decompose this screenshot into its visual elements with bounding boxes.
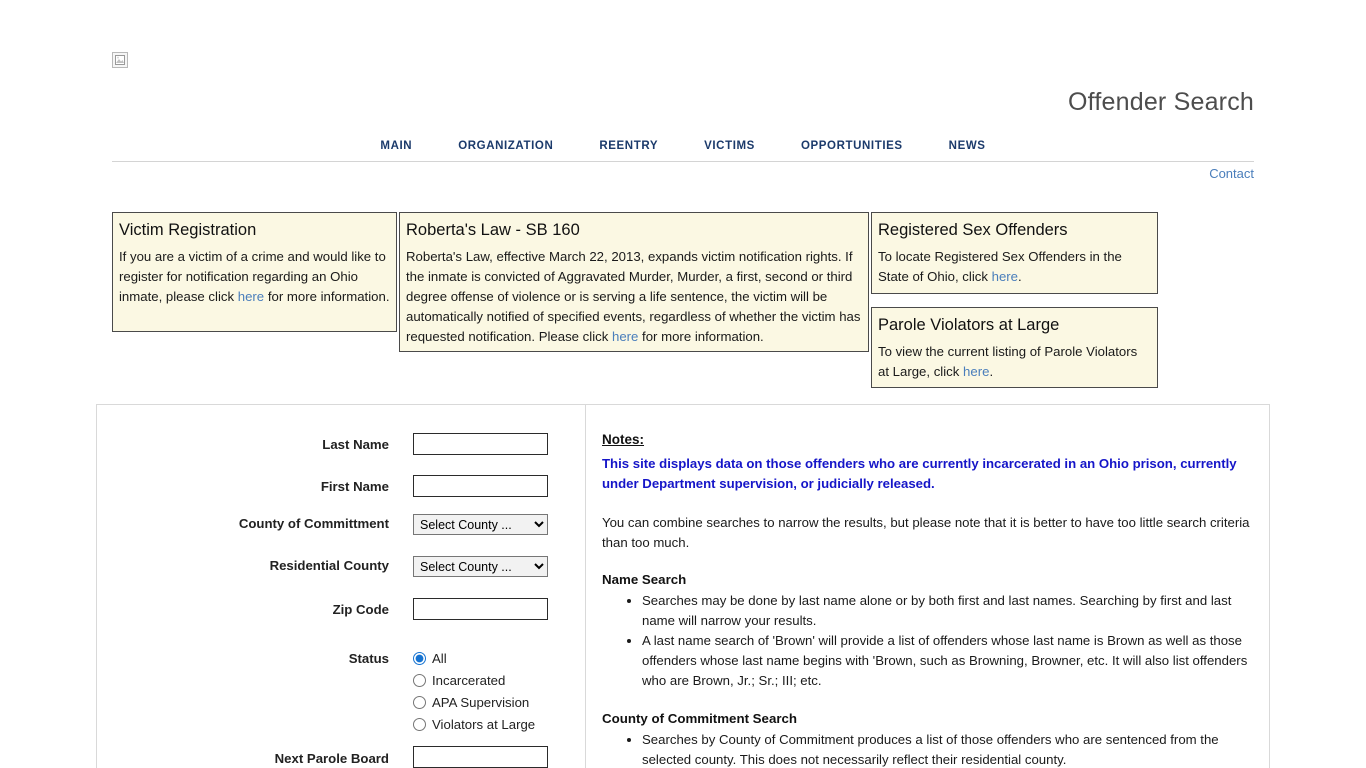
status-label: Status: [348, 651, 389, 666]
form-row-status: [97, 647, 585, 743]
nav-divider: [112, 161, 1254, 162]
status-label-incarcerated[interactable]: Incarcerated: [432, 672, 506, 688]
status-radio-all[interactable]: [413, 652, 426, 665]
notice-parole-violators-body: [878, 342, 1151, 382]
victim-registration-here-link[interactable]: here: [237, 289, 265, 305]
notes-section: [602, 432, 1254, 768]
notice-roberta-text-before: Roberta's Law, effective March 22, 2013, expands victim notification rights. If the inmate is convicted of Aggravated Murder, Murder, a first, second or third degree offense of violence or is serving a life sentence, the victim will be automatically notified of specified events, regardless of whether the victim has requested notification. Please click: [406, 249, 861, 345]
notice-robertas-law-body: [406, 247, 862, 347]
next-parole-board-label: Next Parole Board: [274, 751, 389, 766]
status-label-apa-supervision[interactable]: APA Supervision: [432, 694, 530, 710]
status-radio-incarcerated[interactable]: [413, 674, 426, 687]
notice-victim-registration: [112, 212, 397, 332]
last-name-label: Last Name: [322, 437, 389, 452]
zip-code-label: Zip Code: [332, 602, 389, 617]
notice-victim-text-after: for more information.: [264, 289, 390, 305]
notes-title: Notes:: [602, 432, 645, 447]
notes-paragraph: You can combine searches to narrow the results, but please note that it is better to have too little search criteria than too much.: [602, 515, 1250, 550]
county-of-committment-select[interactable]: [413, 514, 548, 535]
notes-heading-name-search: Name Search: [602, 572, 687, 587]
list-item: • A last name search of 'Brown' will provide a list of offenders whose last name is Brown as well as those offenders whose last name begins with 'Brown, such as Browning, Browner, etc. It will also list offenders who are Brown, Jr.; Sr.; III; etc.: [642, 631, 1254, 691]
status-option-incarcerated[interactable]: [413, 669, 535, 691]
notice-registered-sex-offenders-title: Registered Sex Offenders: [878, 221, 1068, 239]
logo-broken-image-icon: [112, 52, 128, 68]
notice-registered-sex-offenders-body: [878, 247, 1151, 287]
primary-nav: [112, 130, 1254, 162]
registered-sex-offenders-here-link[interactable]: here: [991, 269, 1019, 285]
form-row-county-of-committment: [97, 511, 585, 553]
last-name-input[interactable]: [413, 433, 548, 455]
notice-rso-text-after: .: [1018, 269, 1022, 285]
notice-victim-text-before: If you are a victim of a crime and would like to register for notification regarding an Ohio inmate, please click: [119, 249, 386, 305]
status-option-apa-supervision[interactable]: [413, 691, 535, 713]
nav-item-news[interactable]: NEWS: [948, 140, 986, 152]
notice-parole-violators: [871, 307, 1158, 388]
notice-robertas-law: [399, 212, 869, 352]
notice-victim-registration-body: [119, 247, 390, 307]
status-radio-violators-at-large[interactable]: [413, 718, 426, 731]
page-title: Offender Search: [1068, 88, 1254, 116]
status-label-all[interactable]: All: [432, 650, 447, 666]
zip-code-input[interactable]: [413, 598, 548, 620]
status-radio-group: [413, 647, 535, 735]
residential-county-select[interactable]: [413, 556, 548, 577]
parole-violators-here-link[interactable]: here: [963, 364, 990, 380]
panel-divider: [585, 405, 586, 768]
notice-rso-text-before: To locate Registered Sex Offenders in the State of Ohio, click: [878, 249, 1122, 285]
notice-parole-text-before: To view the current listing of Parole Violators at Large, click: [878, 344, 1138, 380]
nav-item-main[interactable]: MAIN: [380, 140, 413, 152]
notes-heading-county-search: County of Commitment Search: [602, 711, 798, 726]
status-radio-apa-supervision[interactable]: [413, 696, 426, 709]
county-of-committment-label: County of Committment: [238, 516, 389, 531]
nav-item-victims[interactable]: VICTIMS: [704, 140, 755, 152]
form-row-residential-county: [97, 553, 585, 595]
form-row-last-name: [97, 433, 585, 475]
status-option-violators-at-large[interactable]: [413, 713, 535, 735]
next-parole-board-input[interactable]: [413, 746, 548, 768]
contact-link[interactable]: Contact: [1209, 166, 1254, 181]
form-row-zip-code: [97, 597, 585, 639]
residential-county-label: Residential County: [269, 558, 389, 573]
search-panel: [96, 404, 1270, 768]
first-name-label: First Name: [320, 479, 389, 494]
notice-parole-text-after: .: [989, 364, 994, 380]
status-option-all[interactable]: [413, 647, 535, 669]
form-row-next-parole-board: [97, 746, 585, 768]
status-label-violators-at-large[interactable]: Violators at Large: [432, 716, 536, 732]
nav-item-opportunities[interactable]: OPPORTUNITIES: [800, 140, 903, 152]
contact-row: [112, 166, 1254, 181]
notice-victim-registration-title: Victim Registration: [119, 221, 257, 239]
nav-item-organization[interactable]: ORGANIZATION: [458, 140, 554, 152]
first-name-input[interactable]: [413, 475, 548, 497]
nav-item-reentry[interactable]: REENTRY: [599, 140, 659, 152]
notice-roberta-text-after: for more information.: [638, 329, 764, 345]
notes-list-county-search: [602, 730, 1254, 768]
notice-registered-sex-offenders: [871, 212, 1158, 294]
list-item: • Searches may be done by last name alone or by both first and last names. Searching by first and last name will narrow your results.: [642, 591, 1254, 631]
notice-robertas-law-title: Roberta's Law - SB 160: [406, 221, 580, 239]
notes-highlight: This site displays data on those offenders who are currently incarcerated in an Ohio prison, currently under Department supervision, or judicially released.: [602, 456, 1237, 491]
robertas-law-here-link[interactable]: here: [611, 329, 639, 345]
notes-list-name-search: [602, 591, 1254, 691]
notice-parole-violators-title: Parole Violators at Large: [878, 316, 1060, 334]
list-item: • Searches by County of Commitment produces a list of those offenders who are sentenced from the selected county. This does not necessarily reflect their residential county.: [642, 730, 1254, 768]
